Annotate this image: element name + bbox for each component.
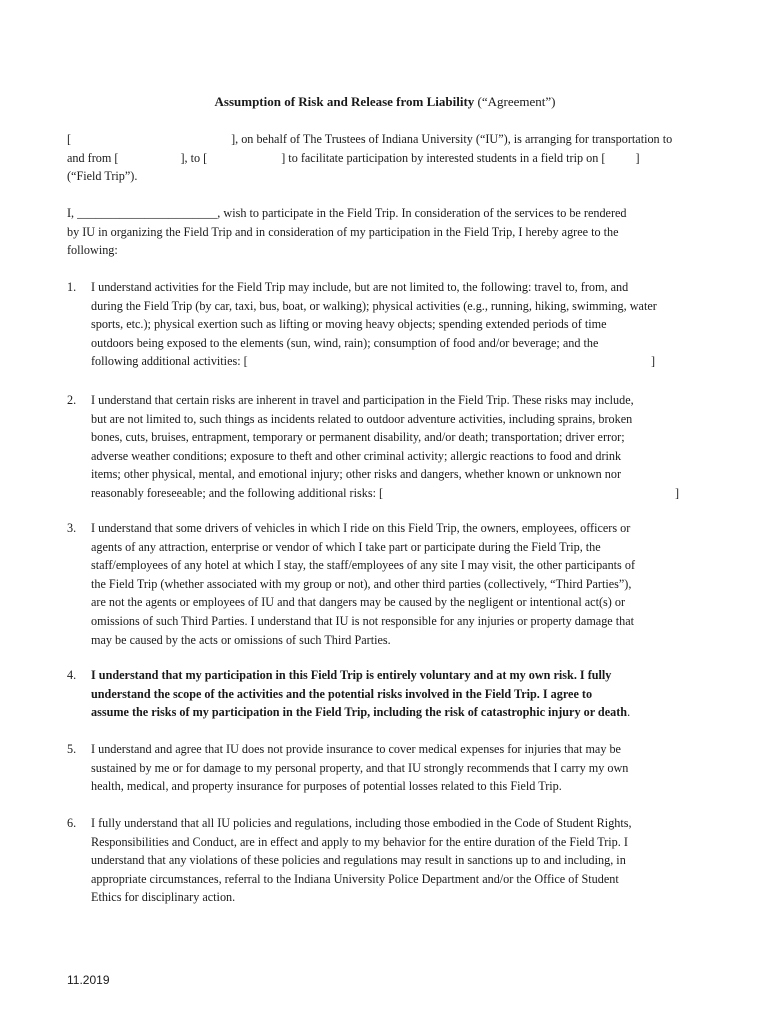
title-bold: Assumption of Risk and Release from Liability: [214, 94, 475, 109]
intro-from-label: and from [: [67, 150, 119, 165]
intro-bracket-open: [: [67, 132, 72, 146]
item-line: during the Field Trip (by car, taxi, bus, boat, or walking); physical activities (e.g., running, hiking, swimming, water: [91, 298, 657, 313]
item-line: agents of any attraction, enterprise or vendor of which I take part or participate during the Field Trip, the: [91, 539, 601, 554]
item-line: understand the scope of the activities and the potential risks involved in the Field Trip. I agree to: [91, 686, 593, 701]
item-line: but are not limited to, such things as incidents related to outdoor adventure activities, including sprains, broken: [91, 411, 633, 426]
item-line: I understand that my participation in this Field Trip is entirely voluntary and at my own risk. I fully: [91, 668, 612, 682]
item-line: assume the risks of my participation in the Field Trip, including the risk of catastrophic injury or death: [91, 705, 628, 720]
item-line: omissions of such Third Parties. I understand that IU is not responsible for any injuries or property damage that: [91, 613, 635, 628]
item-line: sustained by me or for damage to my personal property, and that IU strongly recommends that I carry my own: [91, 760, 629, 775]
bracket-close: ]: [675, 485, 680, 500]
item-line: appropriate circumstances, referral to the Indiana University Police Department and/or the Office of Student: [91, 871, 619, 886]
item-number: 3.: [67, 521, 77, 535]
item-number: 1.: [67, 280, 77, 294]
intro-line-1: ], on behalf of The Trustees of Indiana University (“IU”), is arranging for transportation to: [231, 132, 673, 146]
footer-version: 11.2019: [67, 973, 110, 987]
title-suffix: (“Agreement”): [474, 94, 556, 109]
wish-line-2: by IU in organizing the Field Trip and in consideration of my participation in the Field Trip, I hereby agree to the: [67, 224, 619, 239]
wish-line-1: I, _______________________, wish to participate in the Field Trip. In consideration of the services to be rendered: [67, 206, 627, 220]
intro-line-3: (“Field Trip”).: [67, 169, 138, 184]
item-tail: .: [627, 705, 631, 720]
item-line: adverse weather conditions; exposure to theft and other criminal activity; allergic reactions to food and drink: [91, 448, 622, 463]
item-number: 6.: [67, 816, 77, 830]
item-line: Responsibilities and Conduct, are in effect and apply to my behavior for the entire duration of the Field Trip. I: [91, 834, 628, 849]
bracket-close: ]: [651, 354, 656, 369]
intro-to-label: ], to [: [180, 150, 208, 165]
item-number: 2.: [67, 393, 77, 407]
intro-paragraph: [67, 130, 707, 186]
wish-paragraph: [67, 204, 707, 260]
document-title: [0, 94, 770, 110]
item-line: Ethics for disciplinary action.: [91, 890, 236, 905]
item-line: are not the agents or employees of IU and that dangers may be caused by the negligent or intentional act(s) or: [91, 595, 626, 610]
wish-line-3: following:: [67, 243, 118, 258]
item-line: I understand activities for the Field Trip may include, but are not limited to, the following: travel to, from, and: [91, 280, 629, 294]
item-line: I understand that certain risks are inherent in travel and participation in the Field Trip. These risks may include,: [91, 393, 634, 407]
intro-bracket-close: ]: [635, 150, 640, 165]
item-line: reasonably foreseeable; and the following additional risks: [: [91, 485, 384, 500]
item-line: the Field Trip (whether associated with my group or not), and other third parties (collectively, “Third Parties”),: [91, 576, 632, 591]
item-line: health, medical, and property insurance for purposes of potential losses related to this Field Trip.: [91, 779, 562, 794]
item-line: may be caused by the acts or omissions of such Third Parties.: [91, 632, 391, 647]
item-line: sports, etc.); physical exertion such as lifting or moving heavy objects; spending extended periods of time: [91, 317, 607, 332]
item-line: items; other physical, mental, and emotional injury; other risks and dangers, whether known or unknown nor: [91, 467, 622, 482]
intro-line-2: ] to facilitate participation by interested students in a field trip on [: [281, 150, 606, 165]
item-number: 4.: [67, 668, 77, 682]
item-number: 5.: [67, 742, 77, 756]
item-line: bones, cuts, bruises, entrapment, temporary or permanent disability, and/or death; transportation; driver error;: [91, 430, 625, 445]
item-line: following additional activities: [: [91, 354, 248, 369]
item-line: I fully understand that all IU policies and regulations, including those embodied in the Code of Student Rights,: [91, 816, 632, 830]
item-line: I understand that some drivers of vehicles in which I ride on this Field Trip, the owners, employees, officers or: [91, 521, 631, 535]
item-line: staff/employees of any hotel at which I stay, the staff/employees of any site I may visit, the other participants of: [91, 558, 635, 573]
item-line: I understand and agree that IU does not provide insurance to cover medical expenses for injuries that may be: [91, 742, 621, 756]
item-line: outdoors being exposed to the elements (sun, wind, rain); consumption of food and/or beverage; and the: [91, 335, 599, 350]
item-line: understand that any violations of these policies and regulations may result in sanctions up to and including, in: [91, 853, 626, 868]
